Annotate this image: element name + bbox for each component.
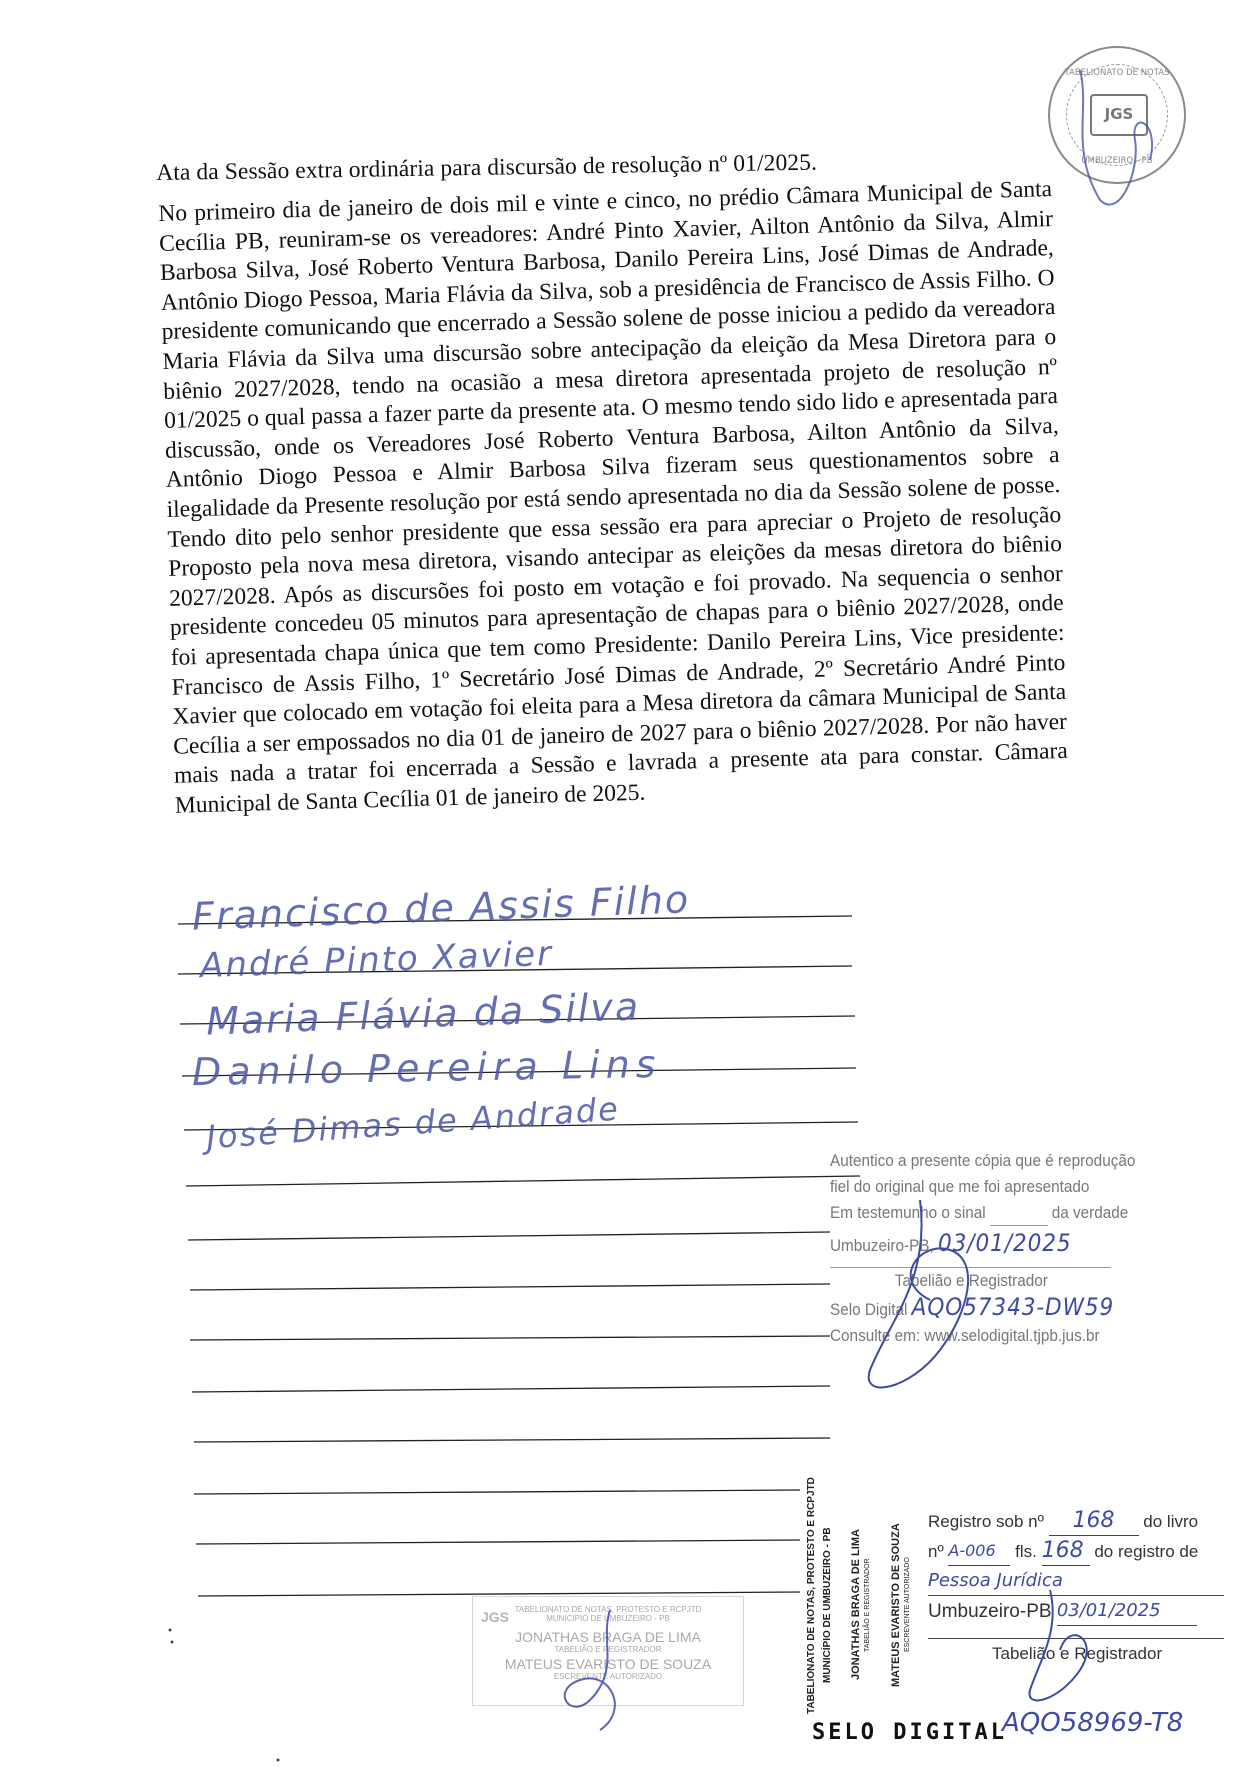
vstamp-col-6: ESCREVENTE AUTORIZADO xyxy=(904,1557,911,1653)
signature-maria-flavia: Maria Flávia da Silva xyxy=(205,984,641,1044)
reg-line-2c: do registro de xyxy=(1094,1542,1199,1561)
seal-bottom-text: UMBUZEIRO - PB xyxy=(1081,156,1153,166)
auth-line-3 xyxy=(830,1200,1154,1226)
reg-line-2 xyxy=(928,1536,1234,1566)
vstamp-col-5: MATEUS EVARISTO DE SOUZA xyxy=(890,1523,902,1687)
document-title: Ata da Sessão extra ordinária para discursão de resolução nº 01/2025. xyxy=(156,149,818,186)
reg-number: 168 xyxy=(1049,1506,1139,1536)
reg-line-1 xyxy=(928,1506,1234,1536)
rect-stamp-line-2: MUNICÍPIO DE UMBUZEIRO - PB xyxy=(546,1614,670,1623)
reg-line-2b: fls. xyxy=(1015,1542,1037,1561)
reg-line-3 xyxy=(928,1566,1234,1596)
auth-line-2: fiel do original que me foi apresentado xyxy=(830,1177,1090,1196)
document-body: No primeiro dia de janeiro de dois mil e vinte e cinco, no prédio Câmara Municipal de Santa Cecília PB, reuniram-se os vereadores: André Pinto Xavier, Ailton Antônio da Silva, Almir Barbosa Silva, José Roberto Ventura Barbosa, Danilo Pereira Lins, José Dimas de Andrade, Antônio Diogo Pessoa, Maria Flávia da Silva, sob a presidência de Francisco de Assis Filho. O presidente comunicando que encerrado a Sessão solene de posse iniciou a pedido da vereadora Maria Flávia da Silva uma discursão sobre antecipação da eleição da Mesa Diretora para o biênio 2027/2028, tendo na ocasião a mesa diretora apresentada projeto de resolução nº 01/2025 o qual passa a fazer parte da presente ata. O mesmo tendo sido lido e apresentada para discussão, onde os Vereadores José Roberto Ventura Barbosa, Ailton Antônio da Silva, Antônio Diogo Pessoa e Almir Barbosa Silva fizeram seus questionamentos sobre a ilegalidade da Presente resolução por está sendo apresentada no dia da Sessão solene de posse. Tendo dito pelo senhor presidente que essa sessão era para apreciar o Projeto de resolução Proposto pela nova mesa diretora, visando antecipar as eleições da mesas diretora do biênio 2027/2028. Após as discursões foi posto em votação e foi provado. Na sequencia o senhor presidente concedeu 05 minutos para apresentação de chapas para o biênio 2027/2028, onde foi apresentada chapa única que tem como Presidente: Danilo Pereira Lins, Vice presidente: Francisco de Assis Filho, 1º Secretário José Dimas de Andrade, 2º Secretário André Pinto Xavier que colocado em votação foi eleita para a Mesa diretora da câmara Municipal de Santa Cecília a ser empossados no dia 01 de janeiro de 2027 para o biênio 2027/2028. Por não haver mais nada a tratar foi encerrada a Sessão e lavrada a presente ata para constar. Câmara Municipal de Santa Cecília 01 de janeiro de 2025. xyxy=(158,176,1069,819)
rect-stamp-logo: JGS xyxy=(481,1609,510,1625)
reg-place: Umbuzeiro-PB xyxy=(928,1601,1052,1622)
auth-place: Umbuzeiro-PB, xyxy=(830,1236,934,1255)
authentication-stamp xyxy=(830,1148,1154,1349)
auth-line-3b: da verdade xyxy=(1051,1203,1129,1222)
registration-block xyxy=(928,1506,1234,1668)
reg-type: Pessoa Jurídica xyxy=(928,1566,1224,1596)
rect-stamp-line-3: JONATHAS BRAGA DE LIMA xyxy=(515,1629,701,1645)
reg-page: 168 xyxy=(1042,1536,1090,1566)
reg-role: Tabelião e Registrador xyxy=(928,1638,1224,1668)
reg-line-2a: nº xyxy=(928,1542,944,1561)
auth-date: 03/01/2025 xyxy=(938,1229,1072,1257)
seal-logo: JGS xyxy=(1090,94,1148,136)
signature-andre: André Pinto Xavier xyxy=(199,933,554,987)
selo-digital-code: AQO58969-T8 xyxy=(1002,1708,1184,1738)
auth-place-date xyxy=(830,1230,1154,1259)
auth-line-3a: Em testemunho o sinal xyxy=(830,1203,986,1222)
rect-stamp-line-6: ESCREVENTE AUTORIZADO xyxy=(553,1672,663,1681)
auth-line-1: Autentico a presente cópia que é reprodução xyxy=(830,1151,1136,1170)
auth-selo-label: Selo Digital xyxy=(830,1300,908,1319)
auth-sign-blank xyxy=(990,1225,1048,1226)
faded-notary-stamp xyxy=(472,1596,744,1706)
reg-book: A-006 xyxy=(948,1536,1010,1566)
signature-danilo: Danilo Pereira Lins xyxy=(191,1041,662,1095)
reg-date: 03/01/2025 xyxy=(1057,1596,1197,1626)
vstamp-col-4: TABELIÃO E REGISTRADOR xyxy=(864,1558,871,1652)
rect-stamp-line-5: MATEUS EVARISTO DE SOUZA xyxy=(504,1656,712,1672)
reg-line-1b: do livro xyxy=(1143,1512,1199,1531)
vstamp-col-1: TABELIONATO DE NOTAS, PROTESTO E RCPJTD xyxy=(806,1477,817,1714)
auth-selo-code: AQO57343-DW59 xyxy=(911,1293,1115,1321)
seal-top-text: TABELIONATO DE NOTAS xyxy=(1064,68,1170,78)
auth-consult: Consulte em: www.selodigital.tjpb.jus.br xyxy=(830,1326,1100,1345)
vertical-notary-stamp xyxy=(806,1477,926,1714)
vstamp-col-3: JONATHAS BRAGA DE LIMA xyxy=(850,1529,862,1681)
auth-selo-row xyxy=(830,1294,1154,1323)
vstamp-col-2: MUNICÍPIO DE UMBUZEIRO - PB xyxy=(822,1527,833,1683)
selo-digital-label: SELO DIGITAL xyxy=(812,1720,1007,1745)
auth-role: Tabelião e Registrador xyxy=(830,1267,1111,1294)
signature-jose-dimas: José Dimas de Andrade xyxy=(205,1089,621,1157)
reg-line-4 xyxy=(928,1596,1234,1626)
rect-stamp-line-4: TABELIÃO E REGISTRADOR xyxy=(554,1645,662,1654)
reg-line-1a: Registro sob nº xyxy=(928,1512,1044,1531)
rect-stamp-line-1: TABELIONATO DE NOTAS, PROTESTO E RCPJTD xyxy=(514,1605,702,1614)
signature-francisco: Francisco de Assis Filho xyxy=(191,877,691,939)
